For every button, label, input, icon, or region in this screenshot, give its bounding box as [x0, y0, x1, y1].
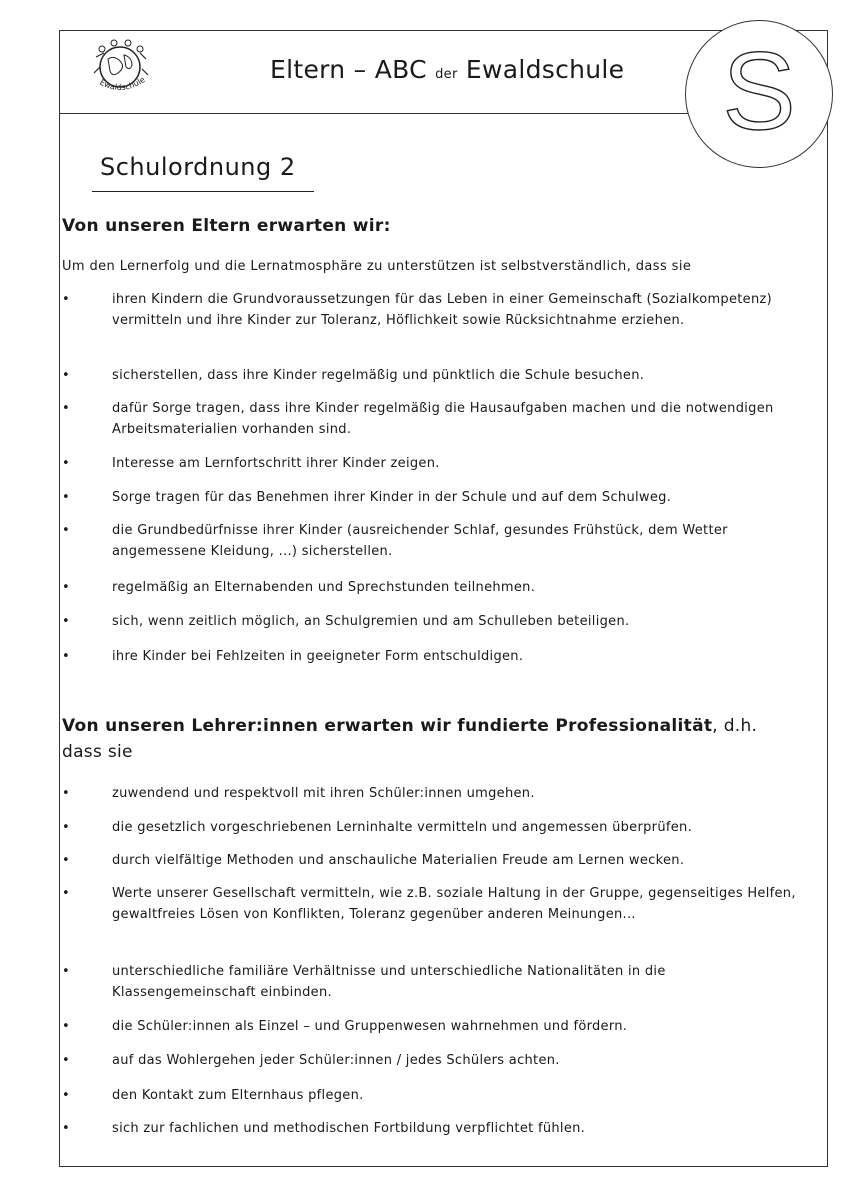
- list-item: [62, 289, 802, 331]
- list-item: [62, 453, 802, 474]
- list-item-text: ihre Kinder bei Fehlzeiten in geeigneter Form entschuldigen.: [112, 649, 524, 664]
- list-item: [62, 520, 802, 562]
- list-item-text: die Grundbedürfnisse ihrer Kinder (ausreichender Schlaf, gesundes Frühstück, dem Wetter angemessene Kleidung, ...) sicherstellen.: [112, 523, 728, 559]
- list-item-text: den Kontakt zum Elternhaus pflegen.: [112, 1088, 364, 1103]
- school-logo: [80, 37, 160, 99]
- list-item: [62, 611, 802, 632]
- list-item: [62, 783, 802, 804]
- bullet: •: [62, 1121, 70, 1136]
- list-item: [62, 961, 802, 1003]
- header-title: [270, 55, 624, 84]
- bullet: •: [62, 649, 70, 664]
- list-item-text: ihren Kindern die Grundvoraussetzungen für das Leben in einer Gemeinschaft (Sozialkompetenz) vermitteln und ihre Kinder zur Toleranz, Höflichkeit sowie Rücksichtnahme erziehen.: [112, 292, 772, 328]
- list-item-text: auf das Wohlergehen jeder Schüler:innen / jedes Schülers achten.: [112, 1053, 560, 1068]
- list-item-text: unterschiedliche familiäre Verhältnisse und unterschiedliche Nationalitäten in die Klassengemeinschaft einbinden.: [112, 964, 666, 1000]
- bullet: •: [62, 368, 70, 383]
- letter-badge: [685, 20, 833, 168]
- list-item: [62, 1050, 802, 1071]
- list-item: [62, 398, 802, 440]
- big-letter: S: [722, 30, 796, 153]
- section2-heading-bold: Von unseren Lehrer:innen erwarten wir fundierte Professionalität: [62, 716, 713, 736]
- list-item: [62, 883, 802, 925]
- list-item: [62, 817, 802, 838]
- section1-heading: Von unseren Eltern erwarten wir:: [62, 216, 391, 236]
- svg-text:Ewaldschule: [98, 75, 147, 92]
- list-item: [62, 487, 802, 508]
- list-item: [62, 850, 802, 871]
- title-underline: [92, 191, 314, 192]
- list-item-text: durch vielfältige Methoden und anschauliche Materialien Freude am Lernen wecken.: [112, 853, 685, 868]
- bullet: •: [62, 1088, 70, 1103]
- list-item-text: Sorge tragen für das Benehmen ihrer Kinder in der Schule und auf dem Schulweg.: [112, 490, 672, 505]
- bullet: •: [62, 523, 70, 538]
- bullet: •: [62, 1019, 70, 1034]
- section2-heading-line2: [62, 742, 133, 762]
- list-item: [62, 646, 802, 667]
- list-item: [62, 1016, 802, 1037]
- list-item: [62, 365, 802, 386]
- list-item-text: dafür Sorge tragen, dass ihre Kinder regelmäßig die Hausaufgaben machen und die notwendigen Arbeitsmaterialien vorhanden sind.: [112, 401, 774, 437]
- bullet: •: [62, 401, 70, 416]
- bullet: •: [62, 292, 70, 307]
- section2-heading-rest: , d.h.: [712, 716, 758, 736]
- section2-heading-line2-text: dass sie: [62, 742, 133, 762]
- bullet: •: [62, 964, 70, 979]
- letter-s-graphic: [686, 21, 832, 167]
- list-item-text: Interesse am Lernfortschritt ihrer Kinder zeigen.: [112, 456, 440, 471]
- bullet: •: [62, 580, 70, 595]
- bullet: •: [62, 490, 70, 505]
- list-item: [62, 577, 802, 598]
- section1-intro: Um den Lernerfolg und die Lernatmosphäre zu unterstützen ist selbstverständlich, dass sie: [62, 259, 692, 274]
- logo-text: Ewaldschule: [98, 75, 147, 93]
- list-item-text: sich zur fachlichen und methodischen Fortbildung verpflichtet fühlen.: [112, 1121, 586, 1136]
- list-item-text: zuwendend und respektvoll mit ihren Schüler:innen umgehen.: [112, 786, 535, 801]
- list-item: [62, 1118, 802, 1139]
- section2-heading: [62, 716, 757, 736]
- bullet: •: [62, 456, 70, 471]
- list-item-text: die gesetzlich vorgeschriebenen Lerninhalte vermitteln und angemessen überprüfen.: [112, 820, 692, 835]
- list-item-text: regelmäßig an Elternabenden und Sprechstunden teilnehmen.: [112, 580, 536, 595]
- list-item-text: Werte unserer Gesellschaft vermitteln, wie z.B. soziale Haltung in der Gruppe, gegenseitiges Helfen, gewaltfreies Lösen von Konflikten, Toleranz gegenüber anderen Meinungen...: [112, 886, 796, 922]
- bullet: •: [62, 853, 70, 868]
- list-item-text: die Schüler:innen als Einzel – und Gruppenwesen wahrnehmen und fördern.: [112, 1019, 628, 1034]
- bullet: •: [62, 614, 70, 629]
- bullet: •: [62, 1053, 70, 1068]
- header-title-school: Ewaldschule: [465, 55, 625, 84]
- bullet: •: [62, 886, 70, 901]
- list-item: [62, 1085, 802, 1106]
- header-title-small: der: [435, 67, 458, 82]
- page-title: Schulordnung 2: [100, 153, 296, 181]
- bullet: •: [62, 820, 70, 835]
- header-title-main: Eltern – ABC: [270, 55, 427, 84]
- list-item-text: sich, wenn zeitlich möglich, an Schulgremien und am Schulleben beteiligen.: [112, 614, 630, 629]
- list-item-text: sicherstellen, dass ihre Kinder regelmäßig und pünktlich die Schule besuchen.: [112, 368, 645, 383]
- bullet: •: [62, 786, 70, 801]
